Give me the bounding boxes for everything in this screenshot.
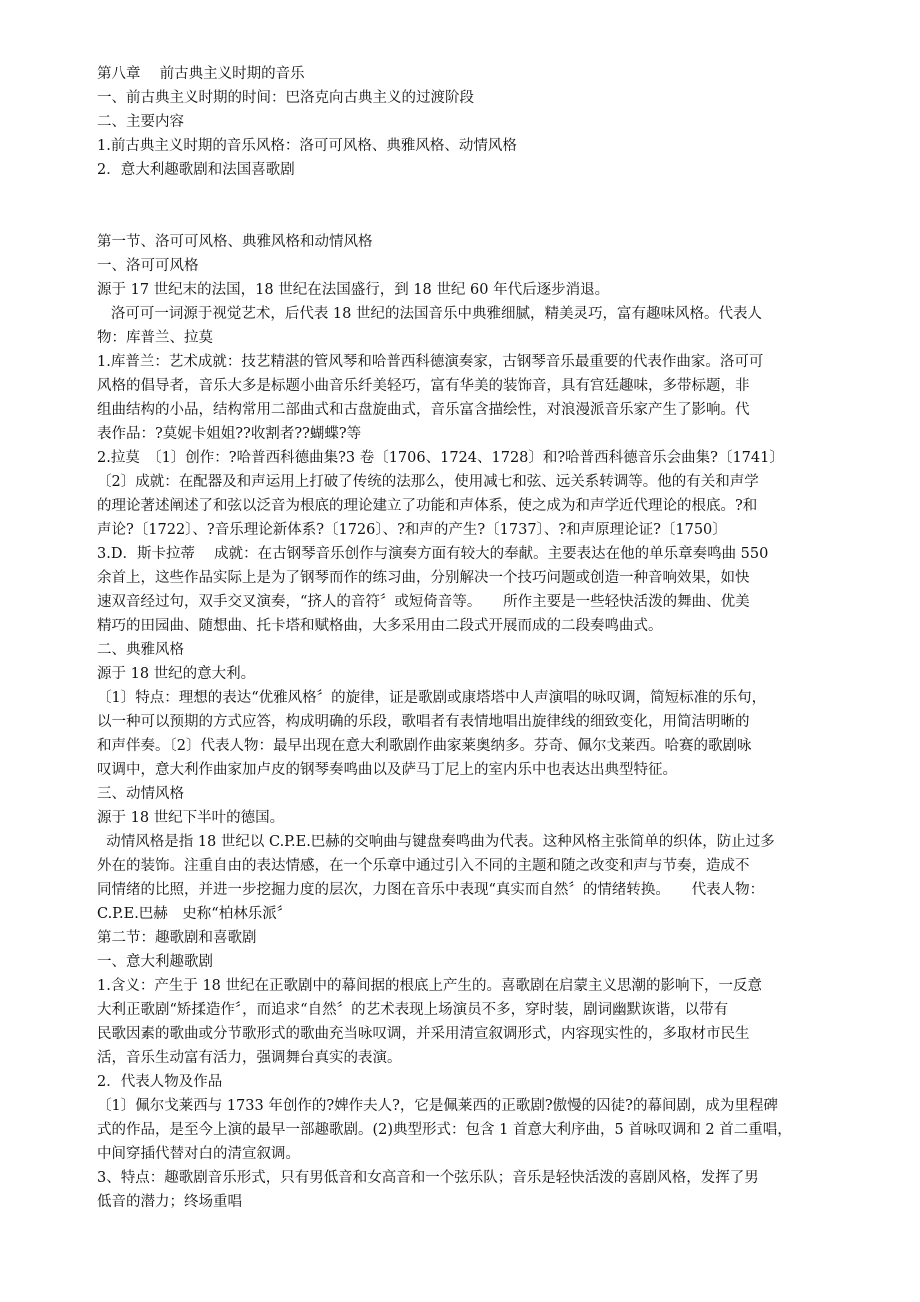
chapter-title: 第八章 前古典主义时期的音乐 — [97, 66, 305, 82]
text-line: 源于 18 世纪下半叶的德国。 — [97, 810, 285, 826]
text-line: 和声伴奏。〔2〕代表人物：最早出现在意大利歌剧作曲家莱奥纳多。芬奇、佩尔戈莱西。哈赛的歌剧咏 — [97, 738, 752, 754]
text-line: 的理论著述阐述了和弦以泛音为根底的理论建立了功能和声体系，使之成为和声学近代理论的根底。?和 — [97, 498, 758, 514]
text-line: 叹调中，意大利作曲家加卢皮的钢琴奏鸣曲以及萨马丁尼上的室内乐中也表达出典型特征。 — [97, 762, 677, 778]
text-line: 1.含义：产生于 18 世纪在正歌剧中的幕间据的根底上产生的。喜歌剧在启蒙主义思潮的影响下，一反意 — [97, 978, 762, 994]
text-line: 表作品：?莫妮卡姐姐??收割者??蝴蝶?等 — [97, 426, 362, 442]
text-line: 民歌因素的歌曲或分节歌形式的歌曲充当咏叹调，并采用清宣叙调形式，内容现实性的，多取材市民生 — [97, 1026, 750, 1042]
text-line: C.P.E.巴赫 史称“柏林乐派〞 — [97, 906, 292, 922]
subsection-heading: 三、动情风格 — [97, 786, 184, 802]
text-line: 式的作品，是至今上演的最早一部趣歌剧。(2)典型形式：包含 1 首意大利序曲，5 首咏叹调和 2 首二重唱， — [97, 1122, 792, 1138]
section-title: 第一节、洛可可风格、典雅风格和动情风格 — [97, 234, 373, 250]
text-line: 风格的倡导者，音乐大多是标题小曲音乐纤美轻巧，富有华美的装饰音，具有宫廷趣味，多带标题，非 — [97, 378, 750, 394]
text-line: 速双音经过句，双手交叉演奏，“挤人的音符〞或短倚音等。 所作主要是一些轻快活泼的舞曲、优美 — [97, 594, 750, 610]
text-line: 活，音乐生动富有活力，强调舞台真实的表演。 — [97, 1050, 402, 1066]
text-line: 动情风格是指 18 世纪以 C.P.E.巴赫的交响曲与键盘奏鸣曲为代表。这种风格主张简单的织体，防止过多 — [97, 834, 775, 850]
text-line: 精巧的田园曲、随想曲、托卡塔和赋格曲，大多采用由二段式开展而成的二段奏鸣曲式。 — [97, 618, 663, 634]
text-line: 〔1〕佩尔戈莱西与 1733 年创作的?婢作夫人?，它是佩莱西的正歌剧?傲慢的囚徒?的幕间剧，成为里程碑 — [97, 1098, 778, 1114]
text-line: 中间穿插代替对白的清宣叙调。 — [97, 1146, 300, 1162]
subsection-heading: 一、洛可可风格 — [97, 258, 199, 274]
text-line: 外在的装饰。注重自由的表达情感，在一个乐章中通过引入不同的主题和随之改变和声与节奏，造成不 — [97, 858, 750, 874]
section-title: 第二节：趣歌剧和喜歌剧 — [97, 930, 257, 946]
text-line: 余首上，这些作品实际上是为了钢琴而作的练习曲，分别解决一个技巧问题或创造一种音响效果，如快 — [97, 570, 750, 586]
text-line: 源于 17 世纪末的法国，18 世纪在法国盛行，到 18 世纪 60 年代后逐步消退。 — [97, 282, 610, 298]
text-line: 源于 18 世纪的意大利。 — [97, 666, 256, 682]
text-line: 同情绪的比照，并进一步挖掘力度的层次，力图在音乐中表现“真实而自然〞的情绪转换。 代表人物： — [97, 882, 765, 898]
text-line: 1.前古典主义时期的音乐风格：洛可可风格、典雅风格、动情风格 — [97, 138, 517, 154]
text-line: 3、特点：趣歌剧音乐形式，只有男低音和女高音和一个弦乐队；音乐是轻快活泼的喜剧风格，发挥了男 — [97, 1170, 759, 1186]
text-line: 2．代表人物及作品 — [97, 1074, 223, 1090]
text-line: 2．意大利趣歌剧和法国喜歌剧 — [97, 162, 295, 178]
text-line: 〔2〕成就：在配器及和声运用上打破了传统的法那么，使用减七和弦、远关系转调等。他的有关和声学 — [97, 474, 759, 490]
section-heading: 二、主要内容 — [97, 114, 184, 130]
text-line: 以一种可以预期的方式应答，构成明确的乐段，歌唱者有表情地唱出旋律线的细致变化，用简洁明晰的 — [97, 714, 750, 730]
subsection-heading: 二、典雅风格 — [97, 642, 184, 658]
subsection-heading: 一、意大利趣歌剧 — [97, 954, 213, 970]
text-line: 组曲结构的小品，结构常用二部曲式和古盘旋曲式，音乐富含描绘性，对浪漫派音乐家产生了影响。代 — [97, 402, 750, 418]
text-line: 3.D．斯卡拉蒂 成就：在古钢琴音乐创作与演奏方面有较大的奉献。主要表达在他的单乐章奏鸣曲 550 — [97, 546, 769, 562]
text-line: 一、前古典主义时期的时间：巴洛克向古典主义的过渡阶段 — [97, 90, 474, 106]
text-line: 低音的潜力；终场重唱 — [97, 1194, 242, 1210]
text-line: 声论?〔1722〕、?音乐理论新体系?〔1726〕、?和声的产生?〔1737〕、?和声原理论证?〔1750〕 — [97, 522, 727, 538]
text-line: 1.库普兰：艺术成就：技艺精湛的管风琴和哈普西科德演奏家，古钢琴音乐最重要的代表作曲家。洛可可 — [97, 354, 764, 370]
text-line: 物：库普兰、拉莫 — [97, 330, 213, 346]
text-line: 大利正歌剧“矫揉造作〞，而追求“自然〞的艺术表现上场演员不多，穿时装，剧词幽默诙谐，以带有 — [97, 1002, 729, 1018]
text-line: 〔1〕特点：理想的表达“优雅风格〞的旋律，证是歌剧或康塔塔中人声演唱的咏叹调，简短标准的乐句， — [97, 690, 767, 706]
text-line: 洛可可一词源于视觉艺术，后代表 18 世纪的法国音乐中典雅细腻，精美灵巧，富有趣味风格。代表人 — [97, 306, 762, 322]
text-line: 2.拉莫 〔1〕创作：?哈普西科德曲集?3 卷〔1706、1724、1728〕和?哈普西科德音乐会曲集?〔1741〕 — [97, 450, 784, 466]
